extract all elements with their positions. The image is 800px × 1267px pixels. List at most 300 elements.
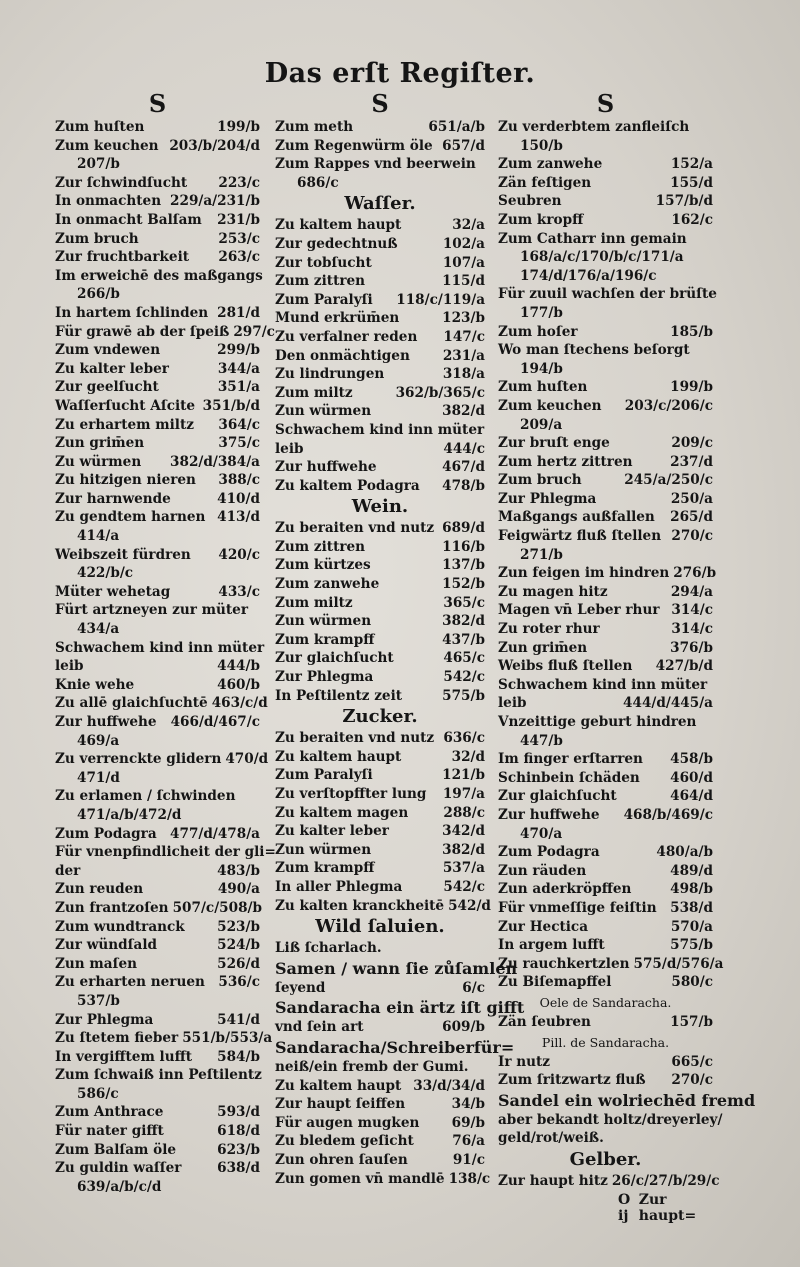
entry-text: Zun grim̄en bbox=[498, 639, 588, 656]
index-entry bbox=[55, 955, 260, 974]
entry-text: Zu erhartem miltz bbox=[55, 416, 194, 433]
entry-reference: 157/b bbox=[670, 1013, 713, 1030]
entry-reference: 294/a bbox=[670, 583, 713, 600]
index-entry bbox=[275, 649, 485, 668]
register-column-3 bbox=[498, 89, 756, 1225]
index-entry bbox=[275, 384, 485, 403]
index-entry bbox=[55, 546, 260, 565]
entry-reference: 314/c bbox=[671, 621, 713, 638]
entry-reference: 458/b bbox=[670, 751, 713, 768]
entry-reference: 689/d bbox=[442, 520, 485, 537]
index-entry bbox=[498, 341, 713, 360]
entry-text: Zu bledem geſicht bbox=[275, 1133, 414, 1150]
entry-reference: 26/c/27/b/29/c bbox=[611, 1172, 720, 1189]
index-entry bbox=[55, 118, 260, 137]
entry-reference: 542/c bbox=[443, 878, 485, 895]
index-entry bbox=[498, 843, 713, 862]
entry-reference: 299/b bbox=[217, 342, 260, 359]
entry-text: Zu Biſemapffel bbox=[498, 974, 612, 991]
index-entry bbox=[55, 657, 260, 676]
entry-reference: 437/b bbox=[442, 631, 485, 648]
entry-text: Für grawē ab der ſpeiß bbox=[55, 323, 230, 340]
entry-text: Zu gendtem harnen bbox=[55, 509, 206, 526]
index-entry bbox=[55, 211, 260, 230]
entry-reference: 382/d/384/a bbox=[170, 453, 260, 470]
index-entry bbox=[275, 1132, 485, 1151]
entry-reference: 536/c bbox=[218, 974, 260, 991]
entry-text: Sandel ein wolriechēd fremd bbox=[498, 1090, 756, 1110]
entry-reference: 32/a bbox=[452, 217, 485, 234]
index-entry bbox=[55, 676, 260, 695]
entry-reference: 483/b bbox=[217, 862, 260, 879]
entry-text: Zu lindrungen bbox=[275, 366, 385, 383]
entry-text: Zum Paralyſi bbox=[275, 291, 373, 308]
entry-text: Zän feſtigen bbox=[498, 174, 592, 191]
index-entry bbox=[55, 508, 260, 527]
index-entry bbox=[498, 323, 713, 342]
entry-reference: 464/d bbox=[670, 788, 713, 805]
entry-text: Zum krampff bbox=[275, 631, 375, 648]
index-entry bbox=[498, 694, 713, 713]
index-entry bbox=[55, 1066, 260, 1085]
entry-reference: 342/d bbox=[442, 823, 485, 840]
entry-text: Zur haupt ſeiffen bbox=[275, 1096, 406, 1113]
index-entry bbox=[55, 192, 260, 211]
entry-reference: 231/a bbox=[442, 347, 485, 364]
section-heading: Waſſer. bbox=[344, 193, 416, 215]
index-entry bbox=[55, 323, 275, 342]
index-entry bbox=[55, 137, 260, 156]
subsection-heading: Oele de Sandaracha. bbox=[539, 994, 672, 1010]
index-entry bbox=[498, 490, 713, 509]
entry-text: Zu kalten kranckheitē bbox=[275, 897, 445, 914]
index-entry bbox=[55, 601, 260, 620]
entry-text: Zur bruſt enge bbox=[498, 435, 610, 452]
entry-reference: 490/a bbox=[217, 881, 260, 898]
entry-text: Zum keuchen bbox=[498, 397, 602, 414]
entry-text: Zum hoſer bbox=[498, 323, 578, 340]
index-entry bbox=[55, 639, 265, 658]
index-entry bbox=[275, 1037, 515, 1058]
entry-text: Zum krampff bbox=[275, 860, 375, 877]
entry-text: Für vnenpfindlicheit der gli= bbox=[55, 844, 276, 861]
index-entry bbox=[498, 806, 713, 825]
entry-reference: 351/a bbox=[217, 379, 260, 396]
entry-reference: 636/c bbox=[443, 730, 485, 747]
entry-reference: 276/b bbox=[673, 565, 717, 582]
entry-text: In hartem ſchlinden bbox=[55, 304, 209, 321]
entry-text: Zu kaltem haupt bbox=[275, 217, 402, 234]
entry-continuation: 194/b bbox=[520, 360, 563, 377]
index-entry bbox=[55, 230, 260, 249]
index-entry bbox=[55, 713, 260, 732]
entry-text: Müter wehetag bbox=[55, 583, 171, 600]
entry-text: Zum Balſam öle bbox=[55, 1141, 177, 1158]
subsection-heading: Pill. de Sandaracha. bbox=[541, 1034, 670, 1050]
entry-text: Weibszeit fürdren bbox=[55, 546, 191, 563]
entry-text: Den onmächtigen bbox=[275, 347, 410, 364]
entry-text: Zum Podagra bbox=[55, 825, 157, 842]
entry-reference: 460/b bbox=[217, 676, 260, 693]
index-entry bbox=[498, 601, 713, 620]
entry-text: Zum Paralyſi bbox=[275, 767, 373, 784]
entry-text: In onmacht Balſam bbox=[55, 211, 202, 228]
index-entry bbox=[275, 519, 485, 538]
entry-reference: 444/b bbox=[217, 658, 260, 675]
entry-reference: 237/d bbox=[670, 453, 713, 470]
entry-reference: 115/d bbox=[442, 273, 485, 290]
index-entry bbox=[55, 378, 260, 397]
entry-text: Zur huffwehe bbox=[55, 714, 157, 730]
entry-continuation: 177/b bbox=[520, 304, 563, 321]
index-entry bbox=[55, 1141, 260, 1160]
index-entry bbox=[55, 1122, 260, 1141]
index-entry bbox=[55, 694, 268, 713]
entry-reference: 199/b bbox=[217, 119, 260, 135]
entry-text: Mund erkrüm̄en bbox=[275, 310, 400, 327]
index-entry bbox=[275, 291, 485, 310]
entry-text: Zu würmen bbox=[55, 453, 142, 470]
index-entry bbox=[55, 471, 260, 490]
index-entry bbox=[275, 458, 485, 477]
entry-reference: 223/c bbox=[218, 174, 260, 191]
entry-text: leib bbox=[275, 440, 304, 457]
entry-reference: 152/b bbox=[442, 576, 485, 593]
entry-text: Zum huſten bbox=[498, 379, 588, 396]
entry-reference: 185/b bbox=[670, 323, 713, 340]
entry-reference: 541/d bbox=[217, 1011, 260, 1028]
entry-text: Zun feigen im hindren bbox=[498, 565, 670, 582]
index-entry bbox=[275, 612, 485, 631]
index-entry bbox=[498, 453, 713, 472]
entry-reference: 318/a bbox=[442, 366, 485, 383]
entry-text: Waſſerſucht Aſcite bbox=[55, 397, 196, 414]
entry-reference: 427/b/d bbox=[655, 658, 713, 675]
index-entry bbox=[275, 979, 485, 998]
entry-text: Zu beraiten vnd nutz bbox=[275, 730, 435, 747]
index-entry bbox=[498, 955, 724, 974]
entry-reference: 270/c bbox=[671, 1072, 713, 1089]
entry-reference: 382/d bbox=[442, 613, 485, 630]
entry-reference: 460/d bbox=[670, 769, 713, 786]
section-heading: Wein. bbox=[351, 496, 409, 518]
index-entry bbox=[275, 347, 485, 366]
entry-text: neiß/ein fremb der Gumi. bbox=[275, 1058, 469, 1075]
entry-text: Zu kaltem haupt bbox=[275, 1077, 402, 1094]
index-entry bbox=[498, 564, 717, 583]
entry-text: Zum Rappes vnd beerwein bbox=[275, 156, 476, 173]
section-heading: Wild ſaluien. bbox=[315, 916, 445, 938]
entry-reference: 229/a/231/b bbox=[170, 193, 260, 210]
entry-text: Zu verfalner reden bbox=[275, 328, 418, 345]
entry-text: Fürt artzneyen zur müter bbox=[55, 602, 248, 619]
entry-text: Im finger erſtarren bbox=[498, 751, 643, 768]
entry-text: Feigwärtz fluß ſtellen bbox=[498, 528, 662, 545]
entry-text: Zur wündſald bbox=[55, 937, 157, 954]
index-entry bbox=[498, 155, 713, 174]
entry-reference: 76/a bbox=[452, 1133, 485, 1150]
section-letter: S bbox=[596, 89, 615, 118]
entry-reference: 123/b bbox=[442, 310, 485, 327]
index-entry bbox=[275, 254, 485, 273]
entry-reference: 209/c bbox=[671, 435, 713, 452]
entry-text: Zur fruchtbarkeit bbox=[55, 249, 190, 266]
entry-text: Zum zittren bbox=[275, 273, 366, 290]
index-entry bbox=[498, 899, 713, 918]
entry-text: Zun grim̄en bbox=[55, 435, 145, 452]
entry-text: Zu magen hitz bbox=[498, 583, 608, 600]
entry-text: Zu guldin waſſer bbox=[55, 1160, 182, 1177]
entry-text: In argem lufft bbox=[498, 937, 605, 954]
entry-reference: 638/d bbox=[217, 1160, 260, 1177]
entry-text: Zur huffwehe bbox=[498, 806, 600, 823]
entry-text: aber bekandt holtz/dreyerley/ bbox=[498, 1111, 723, 1128]
index-entry bbox=[498, 211, 713, 230]
entry-text: Zun würmen bbox=[275, 613, 372, 630]
entry-reference: 665/c bbox=[671, 1053, 713, 1070]
index-entry bbox=[498, 657, 713, 676]
entry-text: Zu verderbtem zanfleiſch bbox=[498, 119, 690, 135]
page-footer bbox=[498, 1192, 713, 1224]
entry-continuation: 209/a bbox=[520, 416, 563, 433]
entry-reference: 382/d bbox=[442, 403, 485, 420]
index-entry bbox=[498, 583, 713, 602]
index-entry bbox=[275, 594, 485, 613]
entry-text: Zu verſtopffter lung bbox=[275, 786, 427, 802]
entry-continuation: 686/c bbox=[297, 174, 339, 191]
entry-reference: 651/a/b bbox=[428, 119, 485, 135]
register-column-1 bbox=[55, 89, 276, 1196]
entry-continuation: 414/a bbox=[77, 528, 120, 545]
index-entry bbox=[498, 620, 713, 639]
entry-reference: 507/c/508/b bbox=[172, 899, 263, 916]
entry-reference: 538/d bbox=[670, 899, 713, 916]
entry-text: Zum miltz bbox=[275, 384, 353, 401]
entry-text: Zu ſtetem fieber bbox=[55, 1030, 179, 1047]
entry-reference: 351/b/d bbox=[202, 397, 260, 414]
entry-reference: 138/c bbox=[448, 1170, 491, 1187]
index-entry bbox=[55, 843, 276, 862]
index-entry bbox=[498, 936, 713, 955]
index-entry bbox=[275, 748, 485, 767]
entry-text: vnd ſein art bbox=[275, 1019, 364, 1036]
index-entry bbox=[275, 118, 485, 137]
index-entry bbox=[498, 508, 713, 527]
entry-reference: 382/d bbox=[442, 841, 485, 858]
entry-reference: 162/c bbox=[671, 211, 713, 228]
entry-text: Zum zanwehe bbox=[498, 156, 603, 173]
entry-text: Zu kalter leber bbox=[275, 823, 389, 840]
entry-text: Zu erlamen / ſchwinden bbox=[55, 788, 236, 805]
entry-text: Zum Catharr inn gemain bbox=[498, 230, 687, 247]
entry-text: der bbox=[55, 862, 81, 879]
entry-text: Zun aderkröpffen bbox=[498, 881, 632, 898]
index-entry bbox=[498, 1013, 713, 1032]
entry-text: Zun reuden bbox=[55, 881, 144, 898]
entry-reference: 157/b/d bbox=[655, 193, 713, 210]
index-entry bbox=[275, 841, 485, 860]
index-entry bbox=[498, 1172, 720, 1191]
index-entry bbox=[275, 1170, 491, 1189]
index-entry bbox=[498, 285, 717, 304]
entry-reference: 584/b bbox=[217, 1048, 260, 1065]
entry-text: Zur Phlegma bbox=[498, 490, 597, 507]
entry-reference: 410/d bbox=[217, 490, 260, 507]
section-letter: S bbox=[371, 89, 389, 118]
entry-continuation: 471/d bbox=[77, 769, 120, 786]
entry-text: ſeyend bbox=[275, 979, 326, 996]
entry-reference: 376/b bbox=[670, 639, 713, 656]
index-entry bbox=[498, 750, 713, 769]
index-entry bbox=[275, 328, 485, 347]
entry-text: Weibs fluß ſtellen bbox=[498, 658, 633, 675]
entry-reference: 523/b bbox=[217, 918, 260, 935]
entry-text: Schwachem kind inn müter bbox=[275, 421, 485, 438]
index-entry bbox=[55, 490, 260, 509]
index-entry bbox=[275, 939, 485, 958]
index-entry bbox=[498, 862, 713, 881]
index-entry bbox=[275, 556, 485, 575]
index-entry bbox=[275, 155, 485, 174]
index-entry bbox=[498, 973, 713, 992]
entry-reference: 466/d/467/c bbox=[170, 714, 260, 730]
entry-reference: 32/d bbox=[451, 748, 485, 765]
index-entry bbox=[275, 897, 491, 916]
index-entry bbox=[55, 304, 260, 323]
entry-continuation: 150/b bbox=[520, 137, 563, 154]
entry-reference: 444/c bbox=[443, 440, 485, 457]
entry-reference: 121/b bbox=[442, 767, 485, 784]
index-entry bbox=[275, 235, 485, 254]
index-entry bbox=[275, 575, 485, 594]
entry-reference: 270/c bbox=[671, 528, 713, 545]
entry-reference: 116/b bbox=[442, 538, 485, 555]
entry-reference: 618/d bbox=[217, 1123, 260, 1140]
entry-continuation: 471/a/b/472/d bbox=[77, 806, 182, 823]
entry-text: Zum meth bbox=[275, 119, 354, 135]
index-entry bbox=[275, 785, 485, 804]
entry-text: Zu erharten neruen bbox=[55, 974, 205, 991]
index-entry bbox=[55, 1159, 260, 1178]
entry-reference: 420/c bbox=[218, 546, 260, 563]
entry-text: Zän ſeubren bbox=[498, 1013, 591, 1030]
index-entry bbox=[55, 750, 269, 769]
entry-text: Zu hitzigen nieren bbox=[55, 472, 196, 489]
index-entry bbox=[498, 434, 713, 453]
entry-text: Zu allē glaichſuchtē bbox=[55, 695, 208, 712]
index-entry bbox=[55, 248, 260, 267]
entry-reference: 657/d bbox=[442, 137, 485, 154]
entry-text: geld/rot/weiß. bbox=[498, 1130, 604, 1147]
index-entry bbox=[275, 1058, 485, 1077]
entry-reference: 33/d/34/d bbox=[413, 1077, 485, 1094]
index-entry bbox=[498, 1129, 713, 1148]
entry-reference: 297/c bbox=[233, 323, 275, 340]
index-entry bbox=[55, 1048, 260, 1067]
entry-reference: 444/d/445/a bbox=[623, 695, 713, 712]
entry-text: Zur ſchwindſucht bbox=[55, 174, 188, 191]
entry-reference: 575/b bbox=[442, 687, 485, 704]
entry-reference: 542/d bbox=[448, 897, 491, 914]
index-entry bbox=[275, 822, 485, 841]
entry-reference: 364/c bbox=[218, 416, 260, 433]
index-entry bbox=[55, 360, 260, 379]
index-entry bbox=[55, 899, 263, 918]
index-entry bbox=[55, 787, 260, 806]
index-entry bbox=[498, 713, 713, 732]
entry-text: Zum wundtranck bbox=[55, 918, 185, 935]
index-entry bbox=[275, 538, 485, 557]
entry-text: Zum Regenwürm öle bbox=[275, 137, 433, 154]
entry-reference: 253/c bbox=[218, 230, 260, 247]
entry-text: Knie wehe bbox=[55, 676, 135, 693]
entry-reference: 6/c bbox=[462, 979, 485, 996]
index-entry bbox=[55, 862, 260, 881]
entry-reference: 468/b/469/c bbox=[623, 806, 713, 823]
entry-reference: 199/b bbox=[670, 379, 713, 396]
entry-text: leib bbox=[55, 658, 84, 675]
entry-reference: 197/a bbox=[442, 786, 485, 802]
index-entry bbox=[275, 216, 485, 235]
entry-continuation: 266/b bbox=[77, 286, 120, 303]
entry-text: Zum zittren bbox=[275, 538, 366, 555]
entry-text: Zu verrenckte glidern bbox=[55, 751, 222, 768]
entry-reference: 623/b bbox=[217, 1141, 260, 1158]
index-entry bbox=[275, 804, 485, 823]
entry-text: Wo man ſtechens beſorgt bbox=[498, 342, 690, 359]
index-entry bbox=[275, 402, 485, 421]
index-entry bbox=[275, 1151, 485, 1170]
entry-text: Zur Phlegma bbox=[275, 669, 374, 686]
entry-reference: 537/a bbox=[442, 860, 485, 877]
entry-text: Maßgangs außfallen bbox=[498, 509, 655, 526]
index-entry bbox=[55, 267, 263, 286]
entry-text: Für vnmeſſige feiſtin bbox=[498, 899, 657, 916]
entry-reference: 593/d bbox=[217, 1104, 260, 1121]
entry-reference: 477/d/478/a bbox=[170, 825, 260, 842]
entry-text: Für augen mugken bbox=[275, 1114, 420, 1131]
entry-text: Zur haupt hitz bbox=[498, 1172, 608, 1189]
entry-reference: 107/a bbox=[442, 254, 485, 271]
entry-reference: 470/d bbox=[225, 751, 269, 768]
index-entry bbox=[55, 936, 260, 955]
index-entry bbox=[55, 973, 260, 992]
signature-mark: O ij bbox=[618, 1192, 631, 1225]
index-entry bbox=[55, 825, 260, 844]
entry-text: Zun würmen bbox=[275, 403, 372, 420]
entry-text: Schwachem kind inn müter bbox=[498, 676, 708, 693]
entry-continuation: 434/a bbox=[77, 621, 120, 638]
entry-reference: 281/d bbox=[217, 304, 260, 321]
index-entry bbox=[275, 1114, 485, 1133]
index-entry bbox=[275, 668, 485, 687]
index-entry bbox=[275, 477, 485, 496]
entry-text: Zur glaichſucht bbox=[275, 650, 394, 667]
entry-text: Ir nutz bbox=[498, 1053, 551, 1070]
entry-text: Zun räuden bbox=[498, 862, 587, 879]
entry-reference: 34/b bbox=[451, 1096, 485, 1113]
index-entry bbox=[275, 878, 485, 897]
index-entry bbox=[498, 676, 713, 695]
index-entry bbox=[275, 958, 518, 979]
index-entry bbox=[498, 880, 713, 899]
entry-reference: 265/d bbox=[670, 509, 713, 526]
entry-text: Zu kaltem Podagra bbox=[275, 477, 420, 494]
entry-reference: 575/b bbox=[670, 937, 713, 954]
index-entry bbox=[55, 918, 260, 937]
index-entry bbox=[498, 1090, 756, 1111]
section-letter: S bbox=[148, 89, 167, 118]
